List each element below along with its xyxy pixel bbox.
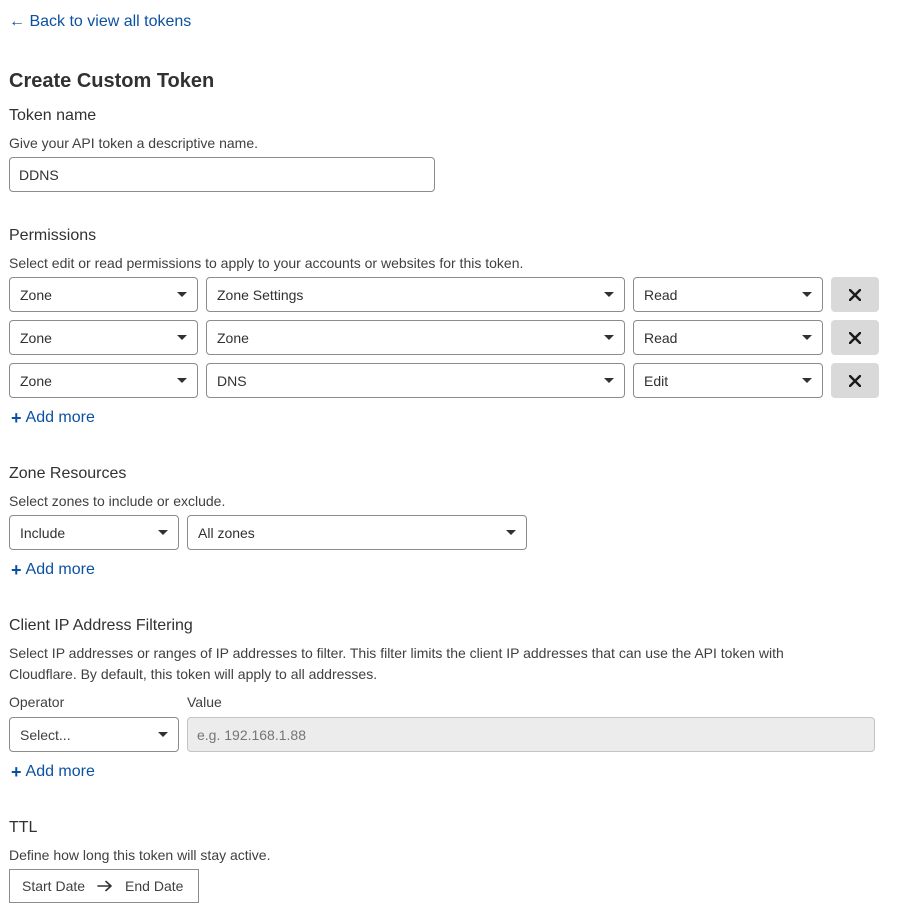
permission-scope-value: Zone [20, 286, 52, 303]
permission-access-value: Read [644, 286, 678, 303]
caret-down-icon [802, 292, 812, 297]
token-name-input[interactable] [9, 157, 435, 192]
permission-resource-value: DNS [217, 372, 247, 389]
permissions-description: Select edit or read permissions to apply to your accounts or websites for this token. [9, 255, 524, 271]
plus-icon: + [11, 560, 22, 580]
plus-icon: + [11, 762, 22, 782]
permission-access-select[interactable] [633, 320, 823, 355]
permissions-heading: Permissions [9, 227, 97, 244]
zone-resources-description: Select zones to include or exclude. [9, 493, 226, 509]
back-to-tokens-link[interactable] [9, 13, 191, 31]
add-more-label: Add more [25, 409, 95, 426]
permission-resource-value: Zone [217, 329, 249, 346]
ip-filtering-heading: Client IP Address Filtering [9, 617, 193, 634]
operator-label: Operator [9, 694, 65, 710]
add-zone-resource-button[interactable] [11, 561, 95, 579]
remove-permission-button[interactable] [831, 277, 879, 312]
arrow-right-icon [97, 880, 113, 892]
permission-scope-select[interactable] [9, 363, 198, 398]
caret-down-icon [604, 378, 614, 383]
ttl-date-range-picker[interactable] [9, 869, 199, 903]
caret-down-icon [177, 335, 187, 340]
add-ip-filter-button[interactable] [11, 763, 95, 781]
permission-scope-select[interactable] [9, 320, 198, 355]
close-icon [849, 332, 861, 344]
caret-down-icon [177, 378, 187, 383]
permission-resource-value: Zone Settings [217, 286, 304, 303]
permission-scope-value: Zone [20, 329, 52, 346]
permission-access-value: Read [644, 329, 678, 346]
permission-resource-select[interactable] [206, 320, 625, 355]
ip-filtering-description [9, 643, 889, 685]
caret-down-icon [177, 292, 187, 297]
caret-down-icon [802, 378, 812, 383]
permission-access-value: Edit [644, 372, 669, 389]
token-name-heading: Token name [9, 107, 97, 124]
zone-include-select[interactable] [9, 515, 179, 550]
caret-down-icon [604, 335, 614, 340]
remove-permission-button[interactable] [831, 320, 879, 355]
caret-down-icon [158, 530, 168, 535]
close-icon [849, 289, 861, 301]
add-more-label: Add more [25, 763, 95, 780]
ttl-heading: TTL [9, 819, 38, 836]
ip-filtering-description-line1: Select IP addresses or ranges of IP addresses to filter. This filter limits the client IP addresses that can use the API token with [9, 645, 784, 661]
ttl-description: Define how long this token will stay active. [9, 847, 271, 863]
operator-select-value: Select... [20, 726, 71, 743]
permission-resource-select[interactable] [206, 277, 625, 312]
permission-access-select[interactable] [633, 363, 823, 398]
permission-scope-value: Zone [20, 372, 52, 389]
zone-target-value: All zones [198, 524, 255, 541]
permission-scope-select[interactable] [9, 277, 198, 312]
page-title: Create Custom Token [9, 70, 215, 92]
zone-target-select[interactable] [187, 515, 527, 550]
caret-down-icon [506, 530, 516, 535]
token-name-description: Give your API token a descriptive name. [9, 135, 259, 151]
close-icon [849, 375, 861, 387]
caret-down-icon [158, 732, 168, 737]
zone-resources-heading: Zone Resources [9, 465, 127, 482]
caret-down-icon [802, 335, 812, 340]
add-more-label: Add more [25, 561, 95, 578]
value-label: Value [187, 694, 222, 710]
ip-value-input[interactable] [187, 717, 875, 752]
zone-include-value: Include [20, 524, 66, 541]
remove-permission-button[interactable] [831, 363, 879, 398]
arrow-left-icon: ← [9, 13, 25, 30]
operator-select[interactable] [9, 717, 179, 752]
end-date-input[interactable]: End Date [125, 878, 184, 894]
permission-resource-select[interactable] [206, 363, 625, 398]
caret-down-icon [604, 292, 614, 297]
back-link-label: Back to view all tokens [29, 13, 192, 30]
plus-icon: + [11, 408, 22, 428]
permission-access-select[interactable] [633, 277, 823, 312]
ip-filtering-description-line2: Cloudflare. By default, this token will apply to all addresses. [9, 666, 378, 682]
add-permission-button[interactable] [11, 409, 95, 427]
start-date-input[interactable]: Start Date [22, 878, 86, 894]
